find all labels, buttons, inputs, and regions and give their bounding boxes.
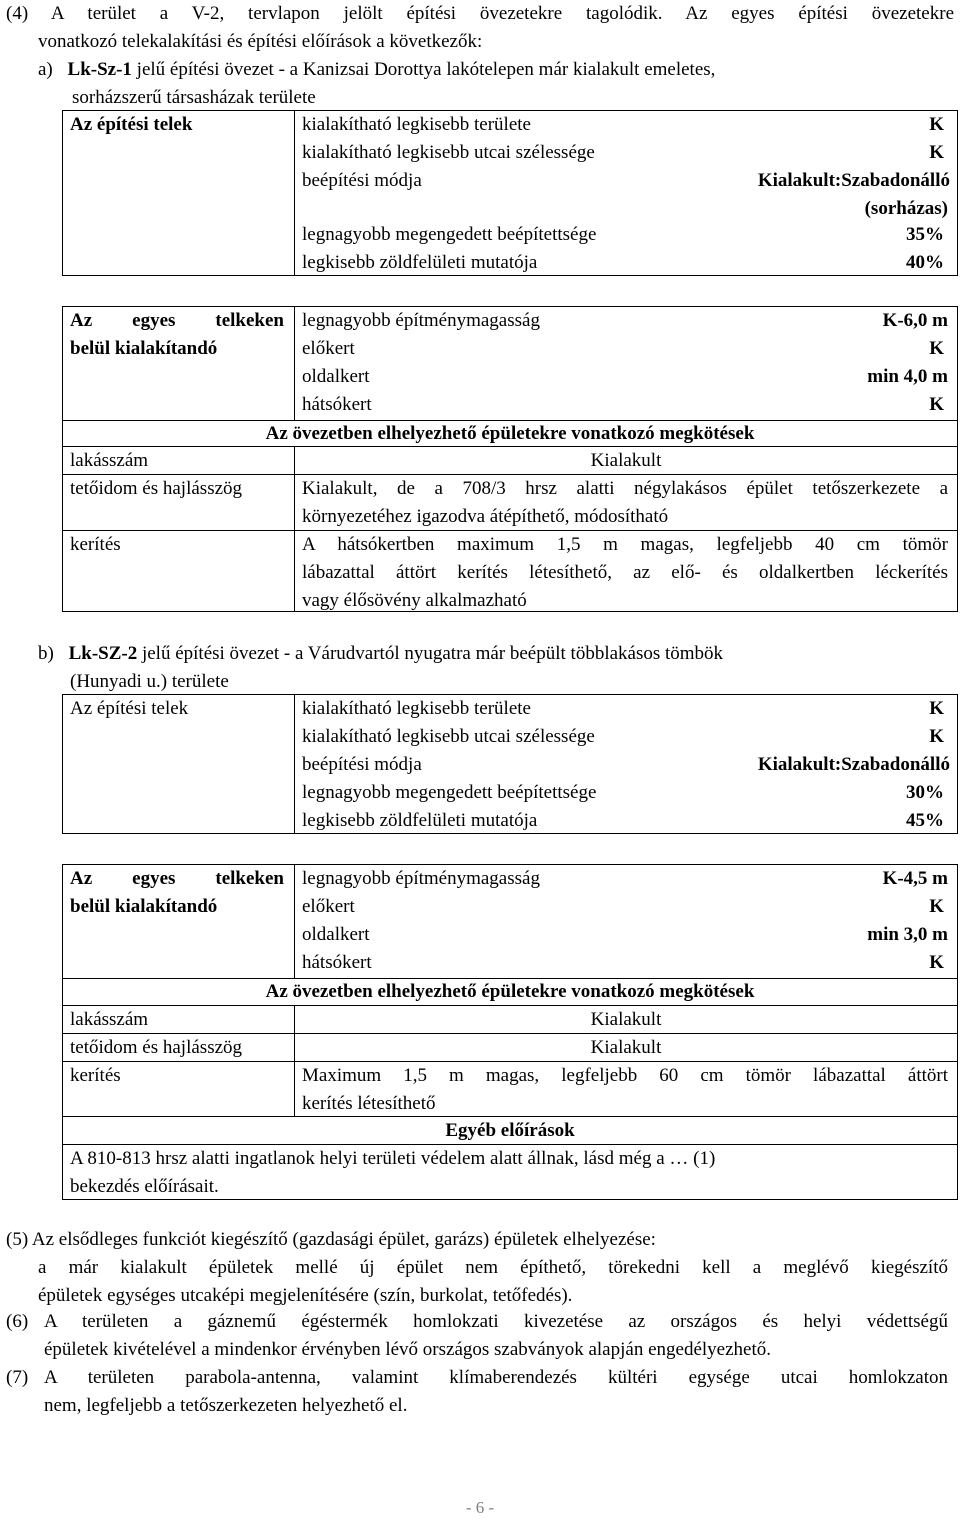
zone-b-row-value: K: [929, 698, 944, 719]
zone-a-row-label: kialakítható legkisebb területe: [302, 114, 531, 135]
para-7-number: (7): [6, 1367, 29, 1388]
zone-b-within-label-1: Az egyes telkeken: [70, 868, 284, 889]
intro-b-line: [38, 640, 954, 668]
zone-a-fence-value-2: lábazattal áttört kerítés létesíthető, az elő- és oldalkertben léckerítés: [302, 562, 948, 583]
zone-b-within-label: hátsókert: [302, 952, 372, 973]
zone-a-fence-value-1: A hátsókertben maximum 1,5 m magas, legfeljebb 40 cm tömör: [302, 534, 948, 555]
intro-a-line-2: sorházszerű társasházak területe: [72, 87, 316, 108]
zone-a-lakasszam-value: Kialakult: [590, 450, 662, 471]
page-number: - 6 -: [465, 1498, 495, 1517]
para-5-line-3: épületek egységes utcaképi megjelenítésére (szín, burkolat, tetőfedés).: [38, 1285, 573, 1306]
zone-b-roof-value: Kialakult: [590, 1037, 662, 1058]
zone-a-roof-value-2: környezetéhez igazodva átépíthető, módosítható: [302, 506, 669, 527]
zone-a-within-value: K-6,0 m: [882, 310, 948, 331]
zone-b-row-label: legkisebb zöldfelületi mutatója: [302, 810, 538, 831]
zone-b-within-label: előkert: [302, 896, 355, 917]
intro-a-code: Lk-Sz-1: [67, 59, 132, 80]
zone-a-fence-label: kerítés: [70, 534, 121, 555]
zone-a-row-label: legnagyobb megengedett beépítettsége: [302, 224, 597, 245]
zone-b-other-text-1: A 810-813 hrsz alatti ingatlanok helyi területi védelem alatt állnak, lásd még a … (1): [70, 1148, 716, 1169]
zone-a-fence-value-3: vagy élősövény alkalmazható: [302, 590, 527, 611]
zone-b-fence-label: kerítés: [70, 1065, 121, 1086]
zone-a-plot-label: Az építési telek: [70, 114, 193, 135]
zone-a-within-label: hátsókert: [302, 394, 372, 415]
intro-b-text: jelű építési övezet - a Várudvartól nyugatra már beépült többlakásos tömbök: [141, 643, 724, 664]
zone-b-within-label-2: belül kialakítandó: [70, 896, 218, 917]
intro-b-code: Lk-SZ-2: [68, 643, 138, 664]
para-5-line-2: a már kialakult épületek mellé új épület nem építhető, törekedni kell a meglévő kiegészítő: [38, 1257, 948, 1278]
zone-b-row-label: kialakítható legkisebb utcai szélessége: [302, 726, 595, 747]
zone-b-constraints-heading: Az övezetben elhelyezhető épületekre vonatkozó megkötések: [265, 981, 755, 1002]
para-6-line-1: A területen a gáznemű égéstermék homlokzati kivezetése az országos és helyi védettségű: [44, 1311, 948, 1332]
table-divider: [294, 864, 295, 978]
intro-a-text: jelű építési övezet - a Kanizsai Dorottya lakótelepen már kialakult emeletes,: [136, 59, 716, 80]
zone-b-row-label: beépítési módja: [302, 754, 422, 775]
zone-b-other-text-2: bekezdés előírásait.: [70, 1176, 219, 1197]
intro-a-line: [38, 56, 954, 84]
zone-a-row-value: 40%: [906, 252, 944, 273]
para-5-line-1: (5) Az elsődleges funkciót kiegészítő (gazdasági épület, garázs) épületek elhelyezése:: [6, 1229, 656, 1250]
zone-a-row-value: Kialakult:Szabadonálló: [757, 170, 950, 191]
para-6-number: (6): [6, 1311, 29, 1332]
zone-b-fence-value-1: Maximum 1,5 m magas, legfeljebb 60 cm tömör lábazattal áttört: [302, 1065, 948, 1086]
zone-b-row-value: 30%: [906, 782, 944, 803]
intro-b-line-2: (Hunyadi u.) területe: [70, 671, 229, 692]
zone-a-within-label-1: Az egyes telkeken: [70, 310, 284, 331]
para-7-line-1: A területen parabola-antenna, valamint klímaberendezés kültéri egysége utcai homlokzaton: [44, 1367, 948, 1388]
zone-a-row-value: 35%: [906, 224, 944, 245]
intro-line-2: vonatkozó telekalakítási és építési előírások a következők:: [38, 31, 483, 52]
zone-b-fence-value-2: kerítés létesíthető: [302, 1093, 436, 1114]
zone-a-within-value: K: [929, 394, 944, 415]
zone-a-row-label: legkisebb zöldfelületi mutatója: [302, 252, 538, 273]
zone-b-row-value: K: [929, 726, 944, 747]
zone-b-plot-label: Az építési telek: [70, 698, 189, 719]
zone-a-within-value: K: [929, 338, 944, 359]
zone-b-within-value: min 3,0 m: [867, 924, 948, 945]
zone-b-within-label: legnagyobb építménymagasság: [302, 868, 540, 889]
para-7-line-2: nem, legfeljebb a tetőszerkezeten helyezhető el.: [44, 1395, 408, 1416]
intro-a-prefix: a): [38, 59, 53, 80]
intro-b-prefix: b): [38, 643, 54, 664]
zone-b-row-value: Kialakult:Szabadonálló: [757, 754, 950, 775]
zone-b-within-value: K: [929, 896, 944, 917]
zone-a-row-label: beépítési módja: [302, 170, 422, 191]
zone-a-constraints-heading: Az övezetben elhelyezhető épületekre vonatkozó megkötések: [265, 423, 755, 444]
table-divider: [294, 694, 295, 834]
zone-a-within-value: min 4,0 m: [867, 366, 948, 387]
zone-a-roof-value-1: Kialakult, de a 708/3 hrsz alatti négylakásos épület tetőszerkezete a: [302, 478, 948, 499]
zone-b-other-heading: Egyéb előírások: [445, 1120, 575, 1141]
zone-b-row-value: 45%: [906, 810, 944, 831]
zone-b-lakasszam-label: lakásszám: [70, 1009, 149, 1030]
zone-a-row-value: K: [929, 142, 944, 163]
zone-b-within-value: K: [929, 952, 944, 973]
zone-a-within-label: legnagyobb építménymagasság: [302, 310, 540, 331]
para-6-line-2: épületek kivételével a mindenkor érvényben lévő országos szabványok alapján engedélyezhető.: [44, 1339, 771, 1360]
table-divider: [294, 110, 295, 276]
zone-a-within-label-2: belül kialakítandó: [70, 338, 218, 359]
zone-a-lakasszam-label: lakásszám: [70, 450, 149, 471]
zone-b-lakasszam-value: Kialakult: [590, 1009, 662, 1030]
zone-b-within-label: oldalkert: [302, 924, 370, 945]
table-divider: [294, 306, 295, 420]
zone-a-row-label: kialakítható legkisebb utcai szélessége: [302, 142, 595, 163]
zone-b-row-label: kialakítható legkisebb területe: [302, 698, 531, 719]
zone-b-row-label: legnagyobb megengedett beépítettsége: [302, 782, 597, 803]
zone-b-within-value: K-4,5 m: [882, 868, 948, 889]
intro-line-1: (4) A terület a V-2, tervlapon jelölt építési övezetekre tagolódik. Az egyes építési övezetekre: [6, 3, 954, 24]
zone-a-within-label: oldalkert: [302, 366, 370, 387]
zone-a-row-value: K: [929, 114, 944, 135]
zone-a-roof-label: tetőidom és hajlásszög: [70, 478, 243, 499]
zone-b-roof-label: tetőidom és hajlásszög: [70, 1037, 243, 1058]
zone-a-row-value-2: (sorházas): [864, 198, 948, 219]
zone-a-within-label: előkert: [302, 338, 355, 359]
